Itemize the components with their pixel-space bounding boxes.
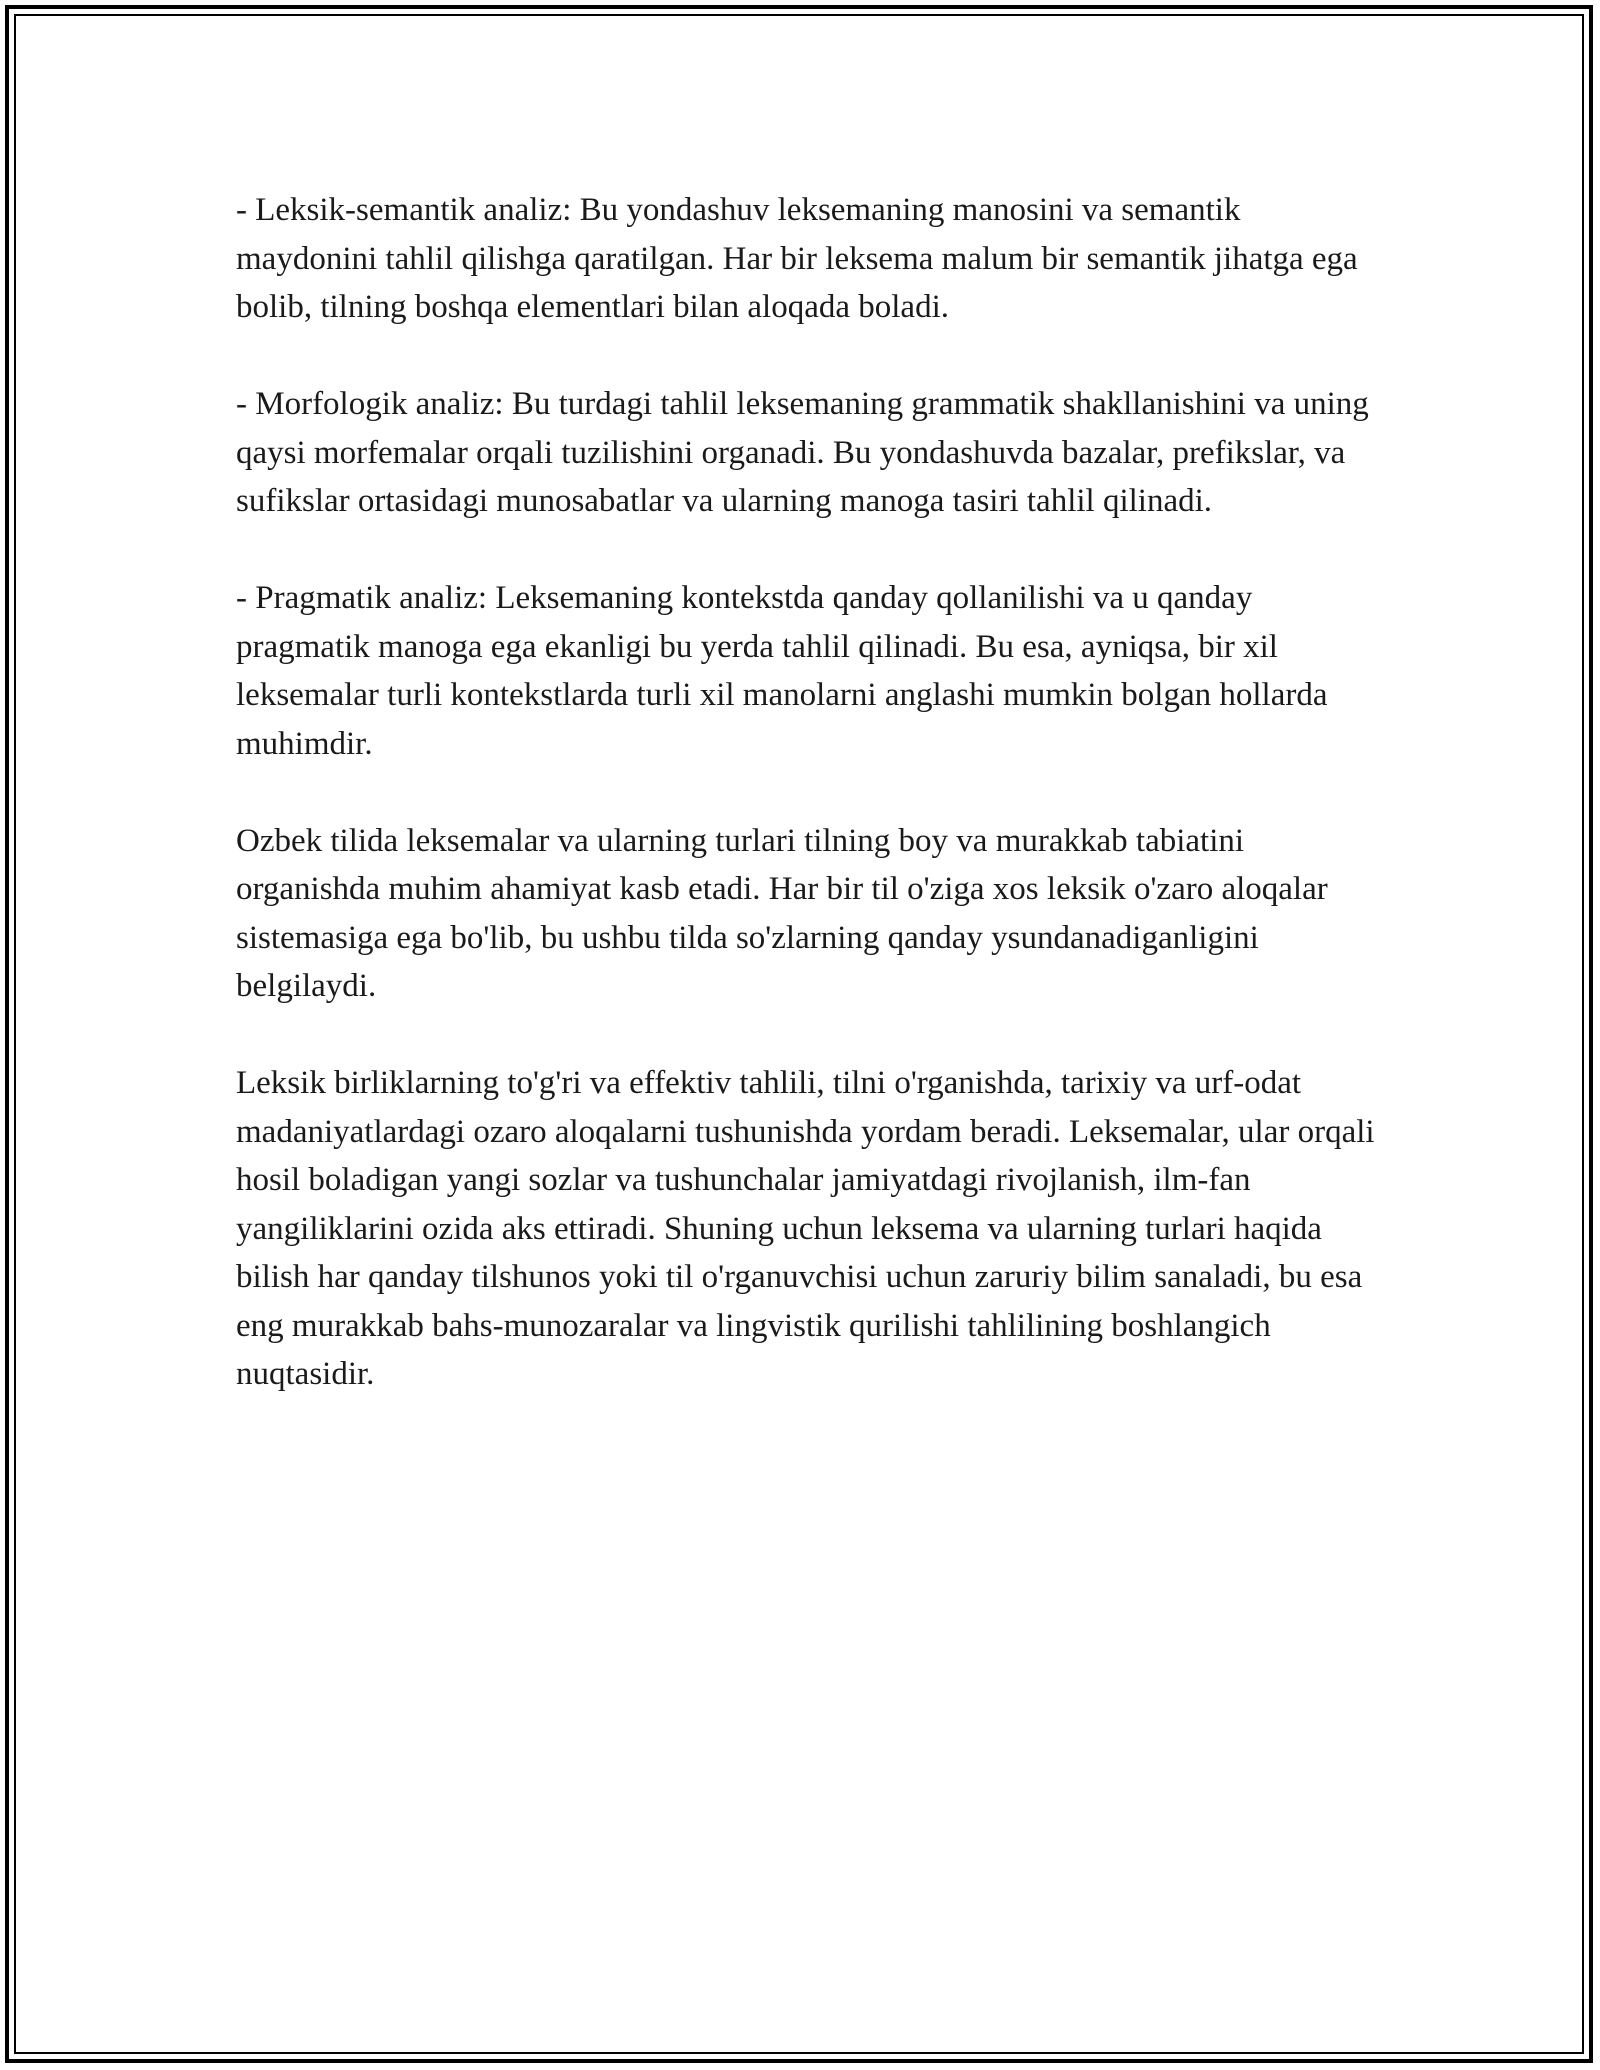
paragraph-leksik-birliklar: Leksik birliklarning to'g'ri va effektiv tahlili, tilni o'rganishda, tarixiy va urf-odat madaniyatlardagi ozaro aloqalarni tushunishda yordam beradi. Leksemalar, ular orqali hosil boladigan yangi sozlar va tushunchalar jamiyatdagi rivojlanish, ilm-fan yangiliklarini ozida aks ettiradi. Shuning uchun leksema va ularning turlari haqida bilish har qanday tilshunos yoki til o'rganuvchisi uchun zaruriy bilim sanaladi, bu esa eng murakkab bahs-munozaralar va lingvistik qurilishi tahlilining boshlangich nuqtasidir. <box>236 1065 1375 1392</box>
document-body <box>236 186 1386 1399</box>
paragraph-pragmatik: - Pragmatik analiz: Leksemaning kontekstda qanday qollanilishi va u qanday pragmatik manoga ega ekanligi bu yerda tahlil qilinadi. Bu esa, ayniqsa, bir xil leksemalar turli kontekstlarda turli xil manolarni anglashi mumkin bolgan hollarda muhimdir. <box>236 580 1328 762</box>
paragraph-morfologik: - Morfologik analiz: Bu turdagi tahlil leksemaning grammatik shakllanishini va uning qaysi morfemalar orqali tuzilishini organadi. Bu yondashuvda bazalar, prefikslar, va sufikslar ortasidagi munosabatlar va ularning manoga tasiri tahlil qilinadi. <box>236 386 1369 519</box>
paragraph-ozbek-tilida: Ozbek tilida leksemalar va ularning turlari tilning boy va murakkab tabiatini organishda muhim ahamiyat kasb etadi. Har bir til o'ziga xos leksik o'zaro aloqalar sistemasiga ega bo'lib, bu ushbu tilda so'zlarning qanday ysundanadiganligini belgilaydi. <box>236 822 1328 1004</box>
paragraph-leksik-semantik: - Leksik-semantik analiz: Bu yondashuv leksemaning manosini va semantik maydonini tahlil qilishga qaratilgan. Har bir leksema malum bir semantik jihatga ega bolib, tilning boshqa elementlari bilan aloqada boladi. <box>236 192 1358 325</box>
